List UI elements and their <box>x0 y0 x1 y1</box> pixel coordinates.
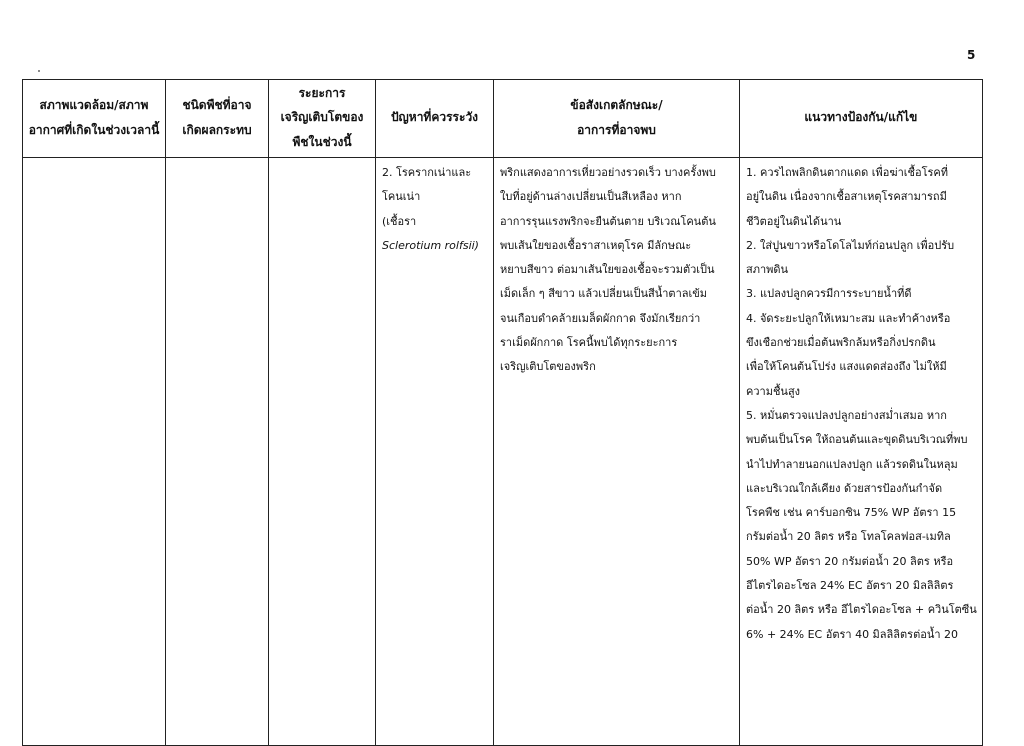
symptom-line: พบเส้นใยของเชื้อราสาเหตุโรค มีลักษณะ <box>500 238 692 252</box>
cell-environment <box>23 158 166 746</box>
solution-line: นำไปทำลายนอกแปลงปลูก แล้วรดดินในหลุม <box>746 457 958 471</box>
header-line: เจริญเติบโตของ <box>280 110 364 125</box>
header-row <box>23 80 983 158</box>
cell-solutions <box>740 158 983 746</box>
page-number: 5 <box>967 48 976 62</box>
solution-line: โรคพืช เช่น คาร์บอกซิน 75% WP อัตรา 15 <box>746 506 957 520</box>
solution-line: 50% WP อัตรา 20 กรัมต่อน้ำ 20 ลิตร หรือ <box>746 554 954 568</box>
solution-line: ขึงเชือกช่วยเมื่อต้นพริกล้มหรือกิ่งปรกดิน <box>746 336 936 350</box>
symptom-line: เจริญเติบโตของพริก <box>500 360 596 374</box>
symptom-line: เม็ดเล็ก ๆ สีขาว แล้วเปลี่ยนเป็นสีน้ำตาลเข้ม <box>500 287 708 301</box>
header-line: สภาพแวดล้อม/สภาพ <box>39 98 149 113</box>
header-growth-stage <box>269 80 376 158</box>
solution-line: 2. ใส่ปูนขาวหรือโดโลไมท์ก่อนปลูก เพื่อปรับ <box>746 238 955 252</box>
problem-line: (เชื้อรา <box>382 214 417 228</box>
header-line: แนวทางป้องกัน/แก้ไข <box>804 110 918 125</box>
solution-line: อยู่ในดิน เนื่องจากเชื้อสาเหตุโรคสามารถมี <box>746 190 947 204</box>
header-symptoms <box>494 80 740 158</box>
symptom-line: ใบที่อยู่ด้านล่างเปลี่ยนเป็นสีเหลือง หาก <box>500 190 682 204</box>
symptom-line: พริกแสดงอาการเหี่ยวอย่างรวดเร็ว บางครั้งพบ <box>500 166 716 179</box>
cell-symptoms <box>494 158 740 746</box>
symptom-line: อาการรุนแรงพริกจะยืนต้นตาย บริเวณโคนต้น <box>500 214 716 228</box>
header-problem <box>376 80 494 158</box>
symptom-line: หยาบสีขาว ต่อมาเส้นใยของเชื้อจะรวมตัวเป็น <box>500 263 715 277</box>
cell-crop-type <box>166 158 269 746</box>
solution-line: 1. ควรไถพลิกดินตากแดด เพื่อฆ่าเชื้อโรคที่ <box>746 166 949 179</box>
solution-line: 3. แปลงปลูกควรมีการระบายน้ำที่ดี <box>746 287 912 301</box>
table-row <box>23 158 983 746</box>
header-line: ปัญหาที่ควรระวัง <box>390 110 479 125</box>
header-solutions <box>740 80 983 158</box>
header-line: อากาศที่เกิดในช่วงเวลานี้ <box>28 122 160 137</box>
header-line: เกิดผลกระทบ <box>182 122 252 137</box>
header-line: ข้อสังเกตลักษณะ/ <box>570 98 663 113</box>
problem-line: โคนเน่า <box>382 190 421 204</box>
solution-line: กรัมต่อน้ำ 20 ลิตร หรือ โทลโคลฟอส-เมทิล <box>746 530 951 544</box>
solution-line: อีไตรไดอะโซล 24% EC อัตรา 20 มิลลิลิตร <box>746 579 954 593</box>
header-line: พืชในช่วงนี้ <box>292 134 352 149</box>
solution-line: สภาพดิน <box>746 263 789 277</box>
header-crop-type <box>166 80 269 158</box>
header-line: ชนิดพืชที่อาจ <box>182 98 252 113</box>
header-line: อาการที่อาจพบ <box>577 122 656 137</box>
solution-line: ชีวิตอยู่ในดินได้นาน <box>746 214 842 228</box>
solution-line: 5. หมั่นตรวจแปลงปลูกอย่างสม่ำเสมอ หาก <box>746 408 947 422</box>
guideline-table <box>22 79 983 746</box>
solution-line: พบต้นเป็นโรค ให้ถอนต้นและขุดดินบริเวณที่พบ <box>746 433 968 447</box>
solution-line: 4. จัดระยะปลูกให้เหมาะสม และทำค้างหรือ <box>746 311 951 325</box>
pathogen-name: Sclerotium rolfsii) <box>382 238 479 252</box>
solution-line: ต่อน้ำ 20 ลิตร หรือ อีไตรไดอะโซล + ควินโตซีน <box>746 603 977 617</box>
solution-line: เพื่อให้โคนต้นโปร่ง แสงแดดส่องถึง ไม่ให้มี <box>746 360 947 374</box>
solution-line: ความชื้นสูง <box>746 384 801 398</box>
problem-line: 2. โรครากเน่าและ <box>382 166 472 179</box>
scan-speck <box>38 70 40 72</box>
symptom-line: ราเม็ดผักกาด โรคนี้พบได้ทุกระยะการ <box>500 336 678 350</box>
cell-problem <box>376 158 494 746</box>
symptom-line: จนเกือบดำคล้ายเมล็ดผักกาด จึงมักเรียกว่า <box>500 311 701 325</box>
solution-line: และบริเวณใกล้เคียง ด้วยสารป้องกันกำจัด <box>746 481 943 495</box>
cell-growth-stage <box>269 158 376 746</box>
header-environment <box>23 80 166 158</box>
header-line: ระยะการ <box>298 86 346 101</box>
solution-line: 6% + 24% EC อัตรา 40 มิลลิลิตรต่อน้ำ 20 <box>746 627 959 641</box>
